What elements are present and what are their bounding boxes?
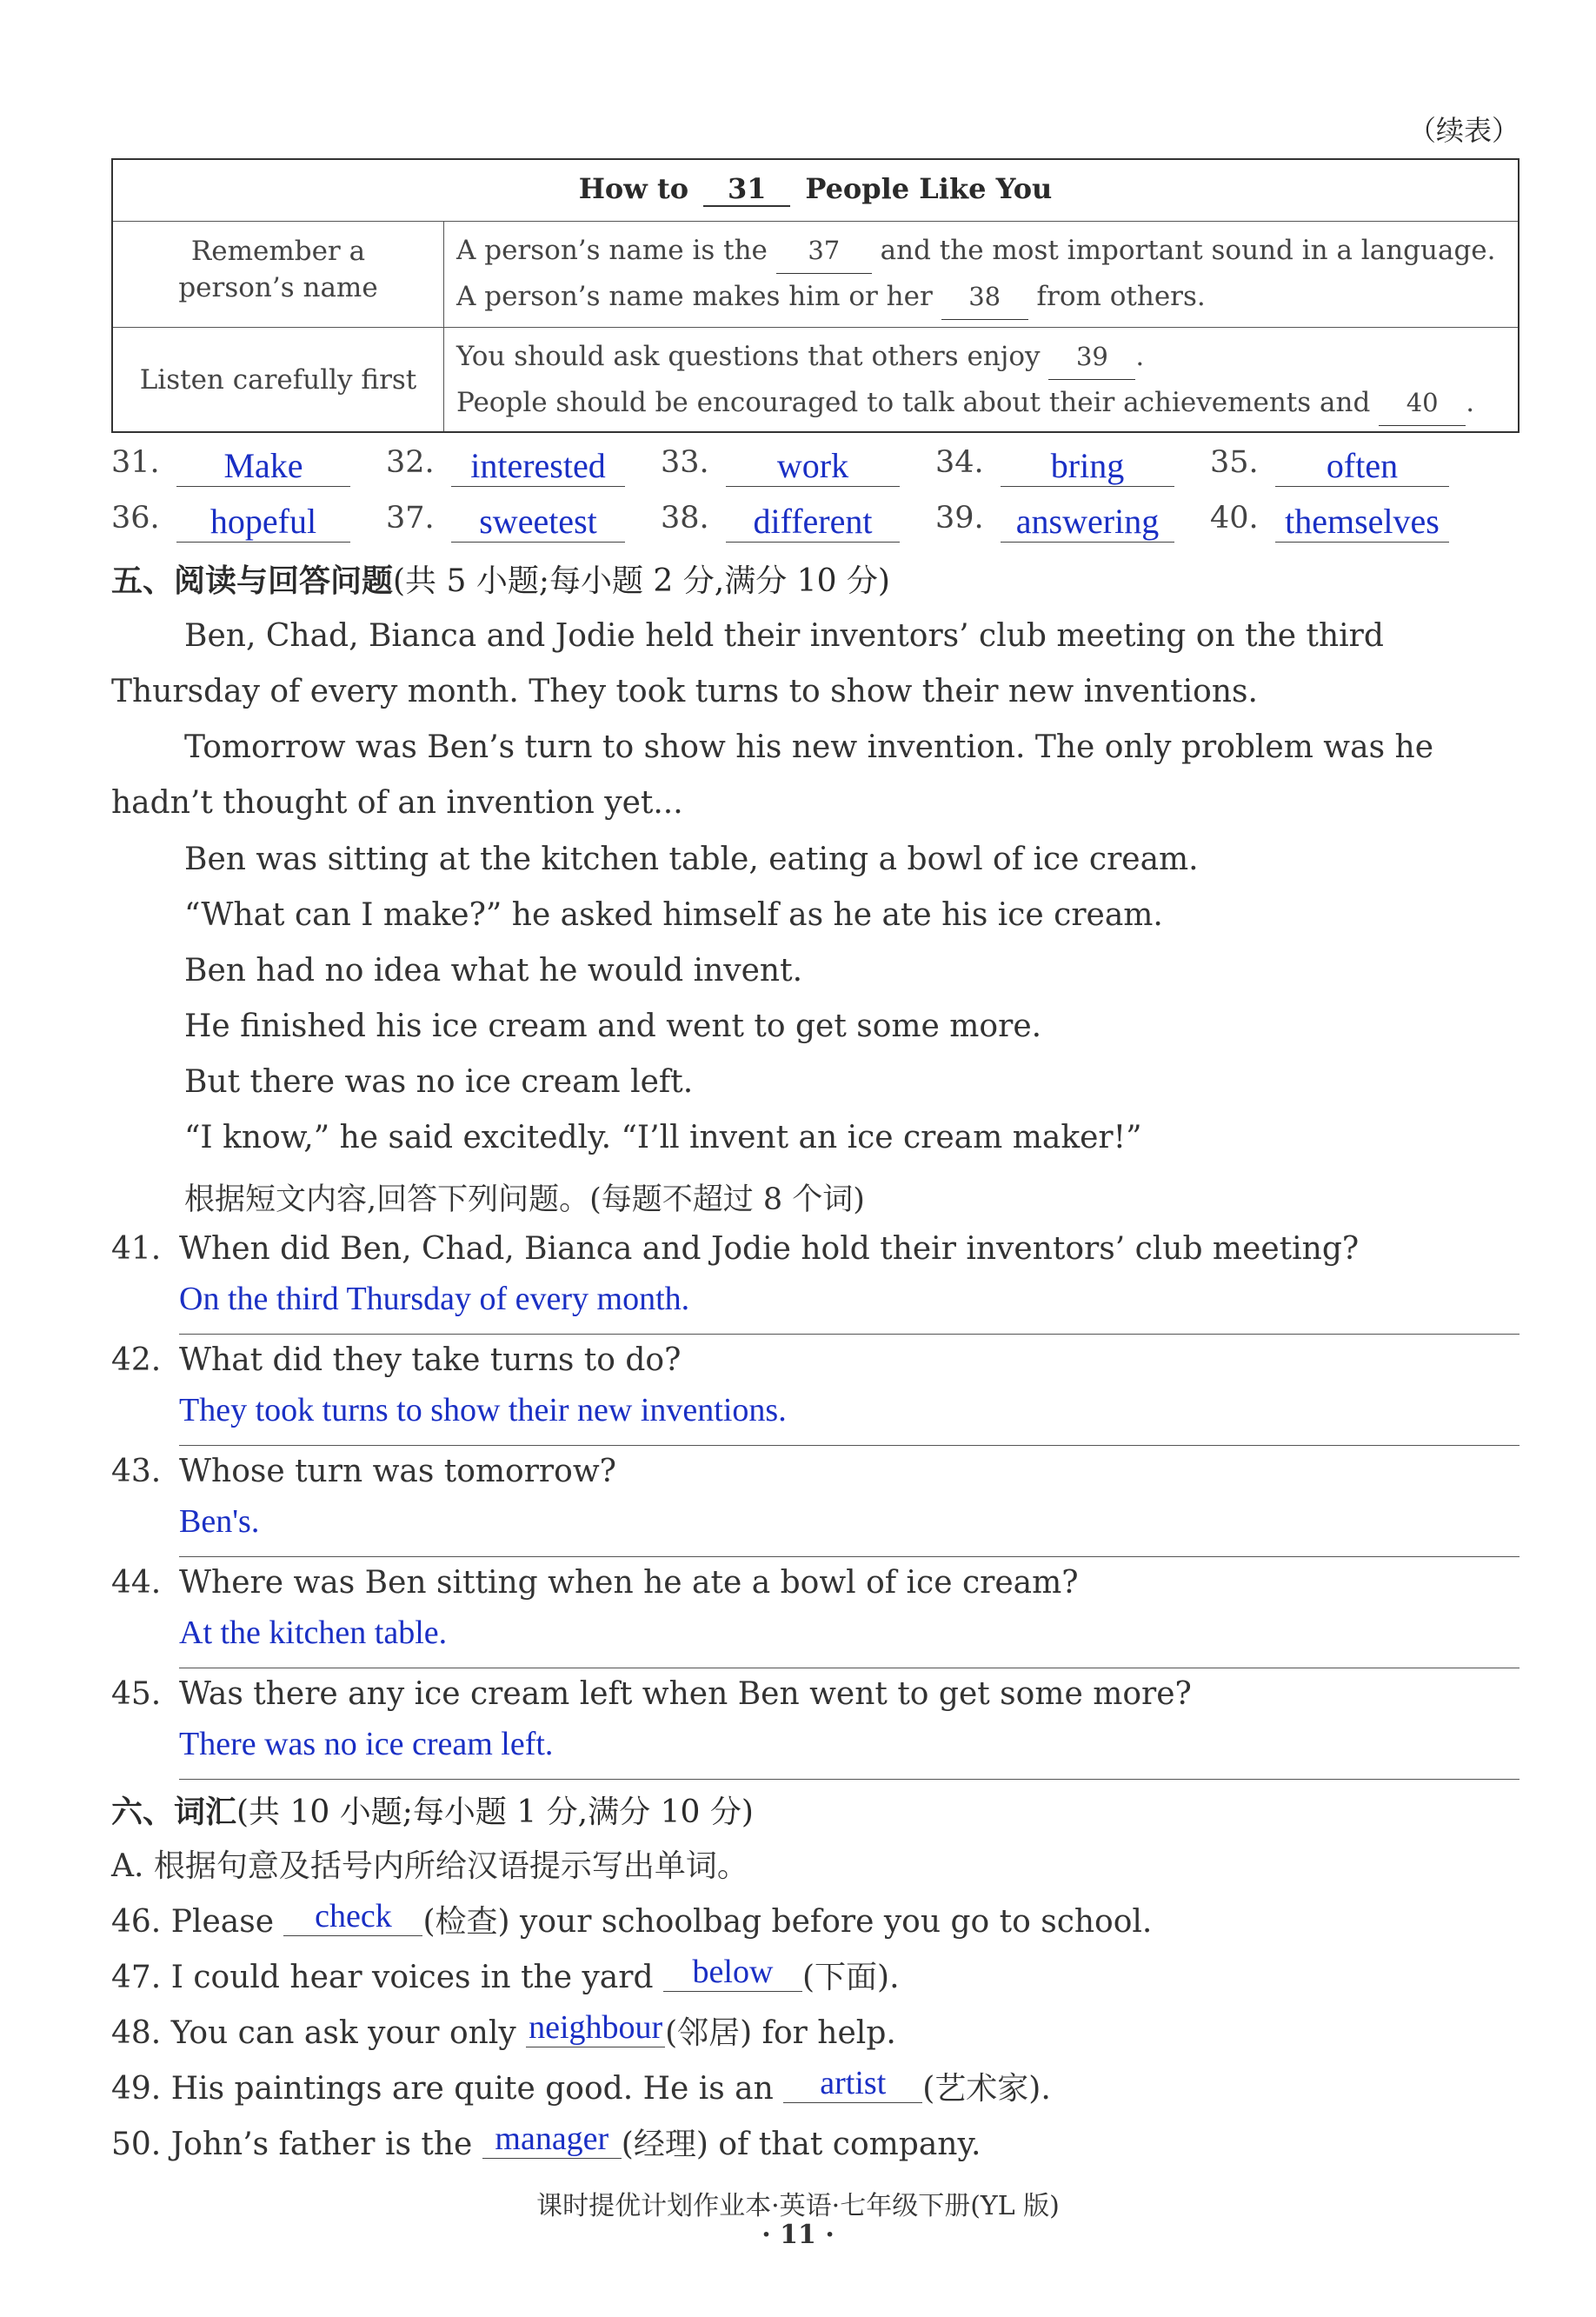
- answer-item: 32. interested: [386, 445, 435, 480]
- summary-table: [111, 158, 1520, 433]
- page-number: · 11 ·: [761, 2220, 835, 2250]
- answer-value: themselves: [1275, 501, 1449, 543]
- answer-text: On the third Thursday of every month.: [179, 1281, 690, 1317]
- answer-text: At the kitchen table.: [179, 1615, 448, 1651]
- vocab-item: 46. Please check (检查) your schoolbag before you go to school.: [111, 1898, 1153, 1940]
- answer-value: different: [726, 501, 900, 543]
- question-text: What did they take turns to do?: [179, 1342, 682, 1378]
- passage-paragraph: Ben, Chad, Bianca and Jodie held their inventors’ club meeting on the third Thursday of every month. They took turns to show their new inventions.: [111, 618, 1384, 709]
- section-6-heading: 六、词汇(共 10 小题;每小题 1 分,满分 10 分): [111, 1794, 754, 1830]
- passage-line: “I know,” he said excitedly. “I’ll invent an ice cream maker!”: [184, 1120, 1142, 1155]
- passage-paragraph: Tomorrow was Ben’s turn to show his new invention. The only problem was he hadn’t thought of an invention yet...: [111, 729, 1433, 821]
- table-divider: [113, 327, 1518, 328]
- blank-37: 37: [776, 228, 872, 274]
- answer-text: There was no ice cream left.: [179, 1726, 554, 1762]
- answer-item: 38. different: [661, 501, 709, 536]
- answer-item: 35. often: [1210, 445, 1259, 480]
- answer-item: 39. answering: [935, 501, 984, 536]
- vocab-answer: neighbour: [526, 2008, 665, 2047]
- answer-text: Ben's.: [179, 1503, 260, 1540]
- question-instruction: 根据短文内容,回答下列问题。(每题不超过 8 个词): [184, 1182, 865, 1217]
- table-title-blank: 31: [703, 172, 790, 207]
- vocab-answer: artist: [783, 2064, 922, 2103]
- vocab-answer: check: [283, 1897, 422, 1936]
- answer-item: 36. hopeful: [111, 501, 160, 536]
- vocab-item: 49. His paintings are quite good. He is an artist (艺术家).: [111, 2065, 1051, 2107]
- answer-line: [179, 1779, 1520, 1780]
- passage-line: Ben was sitting at the kitchen table, eating a bowl of ice cream.: [184, 842, 1199, 877]
- vocab-item: 48. You can ask your only neighbour(邻居) for help.: [111, 2009, 896, 2051]
- answer-item: 31. Make: [111, 445, 160, 480]
- table-title: How to 31 People Like You: [578, 172, 1053, 205]
- answer-text: They took turns to show their new inventions.: [179, 1392, 787, 1428]
- answer-value: bring: [1001, 445, 1174, 487]
- answer-value: Make: [176, 445, 350, 487]
- question-item: 44. Where was Ben sitting when he ate a bowl of ice cream? At the kitchen table.: [111, 1565, 1520, 1674]
- table-row-label: Remember a person’s name: [178, 236, 378, 303]
- vocab-item: 47. I could hear voices in the yard below (下面).: [111, 1954, 900, 1995]
- table-row-label: Listen carefully first: [139, 364, 417, 396]
- table-column-divider: [443, 221, 444, 431]
- continued-label: （续表）: [1407, 114, 1520, 147]
- answer-value: sweetest: [451, 501, 625, 543]
- answer-item: 40. themselves: [1210, 501, 1259, 536]
- blank-39: 39: [1048, 334, 1135, 380]
- part-a-instruction: A. 根据句意及括号内所给汉语提示写出单词。: [111, 1848, 748, 1884]
- answer-value: interested: [451, 445, 625, 487]
- section-5-heading: 五、阅读与回答问题(共 5 小题;每小题 2 分,满分 10 分): [111, 563, 890, 599]
- footer-book-title: 课时提优计划作业本·英语·七年级下册(YL 版): [536, 2191, 1060, 2221]
- question-text: Was there any ice cream left when Ben went to get some more?: [179, 1676, 1192, 1712]
- table-row-content: A person’s name is the 37 and the most important sound in a language. A person’s name makes him or her 38 from others.: [456, 228, 1496, 320]
- question-item: 43. Whose turn was tomorrow? Ben's.: [111, 1454, 1520, 1562]
- answer-value: answering: [1001, 501, 1174, 543]
- vocab-answer: below: [663, 1953, 802, 1992]
- table-divider: [113, 221, 1518, 222]
- passage-line: “What can I make?” he asked himself as he ate his ice cream.: [184, 897, 1163, 933]
- answer-value: hopeful: [176, 501, 350, 543]
- answer-item: 33. work: [661, 445, 709, 480]
- question-item: 45. Was there any ice cream left when Ben went to get some more? There was no ice cream left.: [111, 1676, 1520, 1785]
- answer-item: 34. bring: [935, 445, 984, 480]
- blank-38: 38: [941, 274, 1028, 320]
- question-text: Whose turn was tomorrow?: [179, 1454, 616, 1489]
- passage-line: But there was no ice cream left.: [184, 1064, 694, 1100]
- answer-line: [179, 1445, 1520, 1446]
- passage-line: He finished his ice cream and went to get some more.: [184, 1009, 1042, 1044]
- passage-line: Ben had no idea what he would invent.: [184, 953, 803, 989]
- vocab-item: 50. John’s father is the manager (经理) of that company.: [111, 2121, 981, 2162]
- vocab-answer: manager: [482, 2120, 622, 2159]
- answer-value: work: [726, 445, 900, 487]
- answer-value: often: [1275, 445, 1449, 487]
- question-text: When did Ben, Chad, Bianca and Jodie hold their inventors’ club meeting?: [179, 1231, 1360, 1267]
- answer-item: 37. sweetest: [386, 501, 435, 536]
- blank-40: 40: [1379, 380, 1466, 426]
- question-item: 41. When did Ben, Chad, Bianca and Jodie hold their inventors’ club meeting? On the third Thursday of every month.: [111, 1231, 1520, 1340]
- answer-line: [179, 1334, 1520, 1335]
- table-row-content: You should ask questions that others enjoy 39 . People should be encouraged to talk about their achievements and 40 .: [456, 334, 1474, 426]
- question-text: Where was Ben sitting when he ate a bowl of ice cream?: [179, 1565, 1079, 1601]
- answer-line: [179, 1556, 1520, 1557]
- question-item: 42. What did they take turns to do? They took turns to show their new inventions.: [111, 1342, 1520, 1451]
